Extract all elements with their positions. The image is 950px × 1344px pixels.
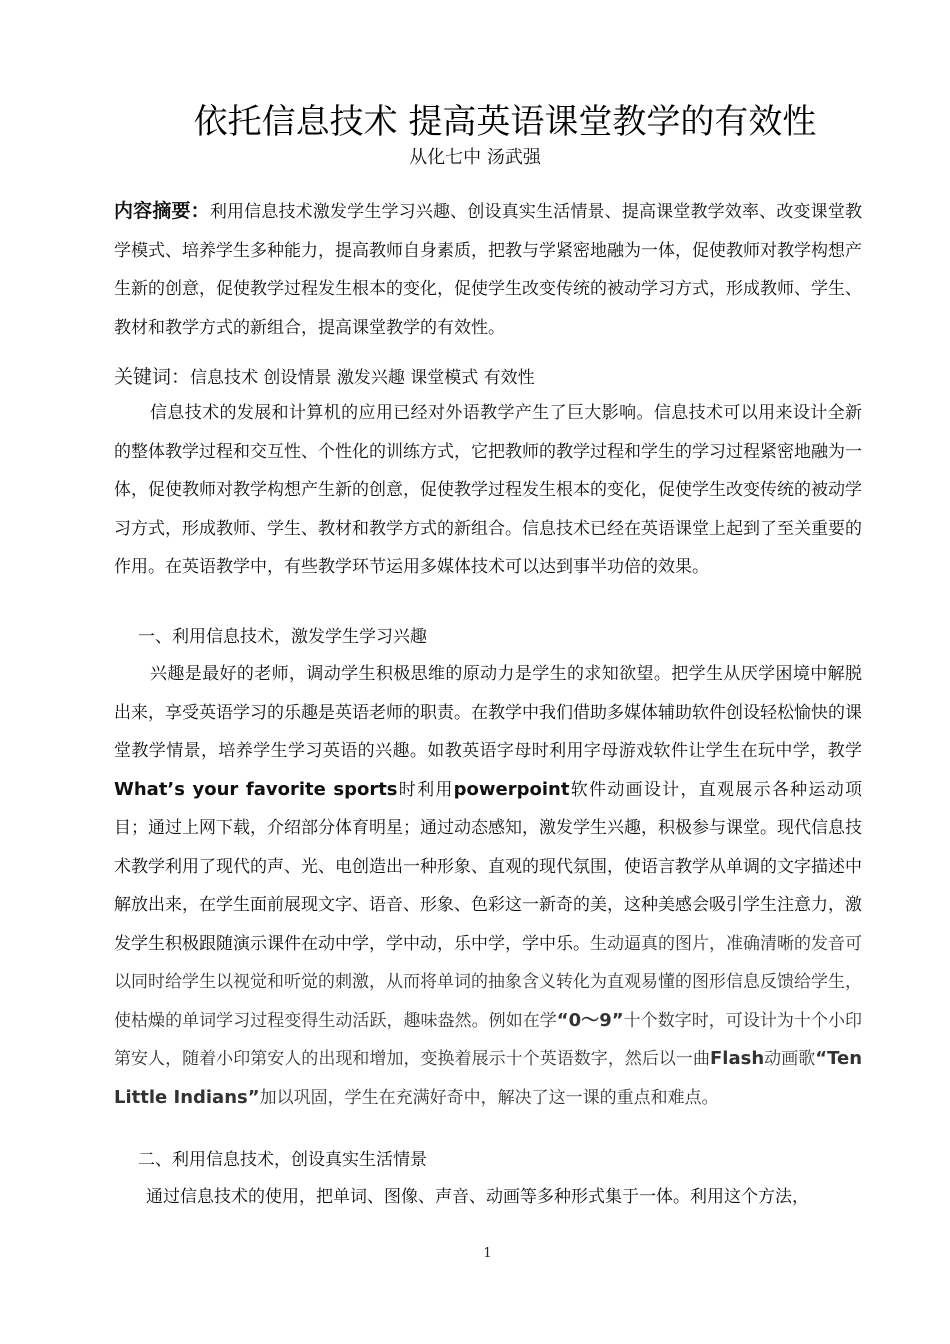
paragraph-text: 加以巩固，学生在充满好奇中，解决了这一课的重点和难点。 <box>259 1087 719 1108</box>
section-heading-2: 二、利用信息技术，创设真实生活情景 <box>138 1150 427 1170</box>
english-phrase: “0～9” <box>556 1009 624 1031</box>
abstract-text: 利用信息技术激发学生学习兴趣、创设真实生活情景、提高课堂教学效率、改变课堂教学模式、培养学生多种能力，提高教师自身素质，把教与学紧密地融为一体，促使教师对教学构想产生新的创意，促使教学过程发生根本的变化，促使学生改变传统的被动学习方式，形成教师、学生、教材和教学方式的新组合，提高课堂教学的有效性。 <box>114 202 862 338</box>
english-phrase: Flash <box>710 1048 765 1069</box>
english-phrase: What’s your favorite sports <box>114 778 398 800</box>
page-number: 1 <box>483 1246 492 1261</box>
paragraph-text: 软件动画设计，直观展示各种运动项目；通过上网下载，介绍部分体育明星；通过动态感知，激发学生兴趣，积极参与课堂。现代信息技术教学利用了现代的声、光、电创造出一种形象、直观的现代氛围，使语言教学从单调的文字描述中解放出来，在学生面前展现文字、语音、形象、色彩这一新奇的美，这种美感会吸引学生注意力，激发学生积极跟随演示课件在动中学，学中动，乐中学，学中乐。 <box>114 779 863 954</box>
paragraph-text: 生动逼真的图片，准确清晰的发音可以同时给学生以视觉和听觉的刺激，从而将单词的抽象含义转化为直观易懂的图形信息反馈给学生，使枯燥的单词学习过程变得生动活跃，趣味盎然。例如在学 <box>114 933 862 1031</box>
keywords-line <box>114 360 862 395</box>
paragraph-text: 时利用 <box>397 779 454 800</box>
abstract-paragraph <box>114 192 862 347</box>
section-2-paragraph: 通过信息技术的使用，把单词、图像、声音、动画等多种形式集于一体。利用这个方法， <box>146 1187 809 1207</box>
intro-paragraph: 信息技术的发展和计算机的应用已经对外语教学产生了巨大影响。信息技术可以用来设计全新的整体教学过程和交互性、个性化的训练方式，它把教师的教学过程和学生的学习过程紧密地融为一体，促使教师对教学构想产生新的创意，促使教学过程发生根本的变化，促使学生改变传统的被动学习方式，形成教师、学生、教材和教学方式的新组合。信息技术已经在英语课堂上起到了至关重要的作用。在英语教学中，有些教学环节运用多媒体技术可以达到事半功倍的效果。 <box>114 403 862 577</box>
keywords-text: 信息技术 创设情景 激发兴趣 课堂模式 有效性 <box>190 368 535 388</box>
author-line: 从化七中 汤武强 <box>409 147 541 168</box>
english-phrase: powerpoint <box>453 778 570 800</box>
paragraph-text: 动画歌 <box>764 1049 816 1069</box>
section-1-paragraph <box>114 655 862 1117</box>
abstract-label: 内容摘要： <box>114 200 210 222</box>
document-title: 依托信息技术 提高英语课堂教学的有效性 <box>193 102 817 142</box>
section-heading-1: 一、利用信息技术，激发学生学习兴趣 <box>138 627 427 647</box>
paragraph-text: 兴趣是最好的老师，调动学生积极思维的原动力是学生的求知欲望。把学生从厌学困境中解脱出来，享受英语学习的乐趣是英语老师的职责。在教学中我们借助多媒体辅助软件创设轻松愉快的课堂教学情景，培养学生学习英语的兴趣。如教英语字母时利用字母游戏软件让学生在玩中学，教学 <box>114 664 862 761</box>
paragraph-text: 十个数字时，可设计为十个小印第安人，随着小印第安人的出现和增加，变换着展示十个英语数字，然后以一曲 <box>114 1010 863 1069</box>
english-phrase: “Ten Little Indians” <box>114 1048 863 1108</box>
keywords-label: 关键词： <box>114 366 191 388</box>
